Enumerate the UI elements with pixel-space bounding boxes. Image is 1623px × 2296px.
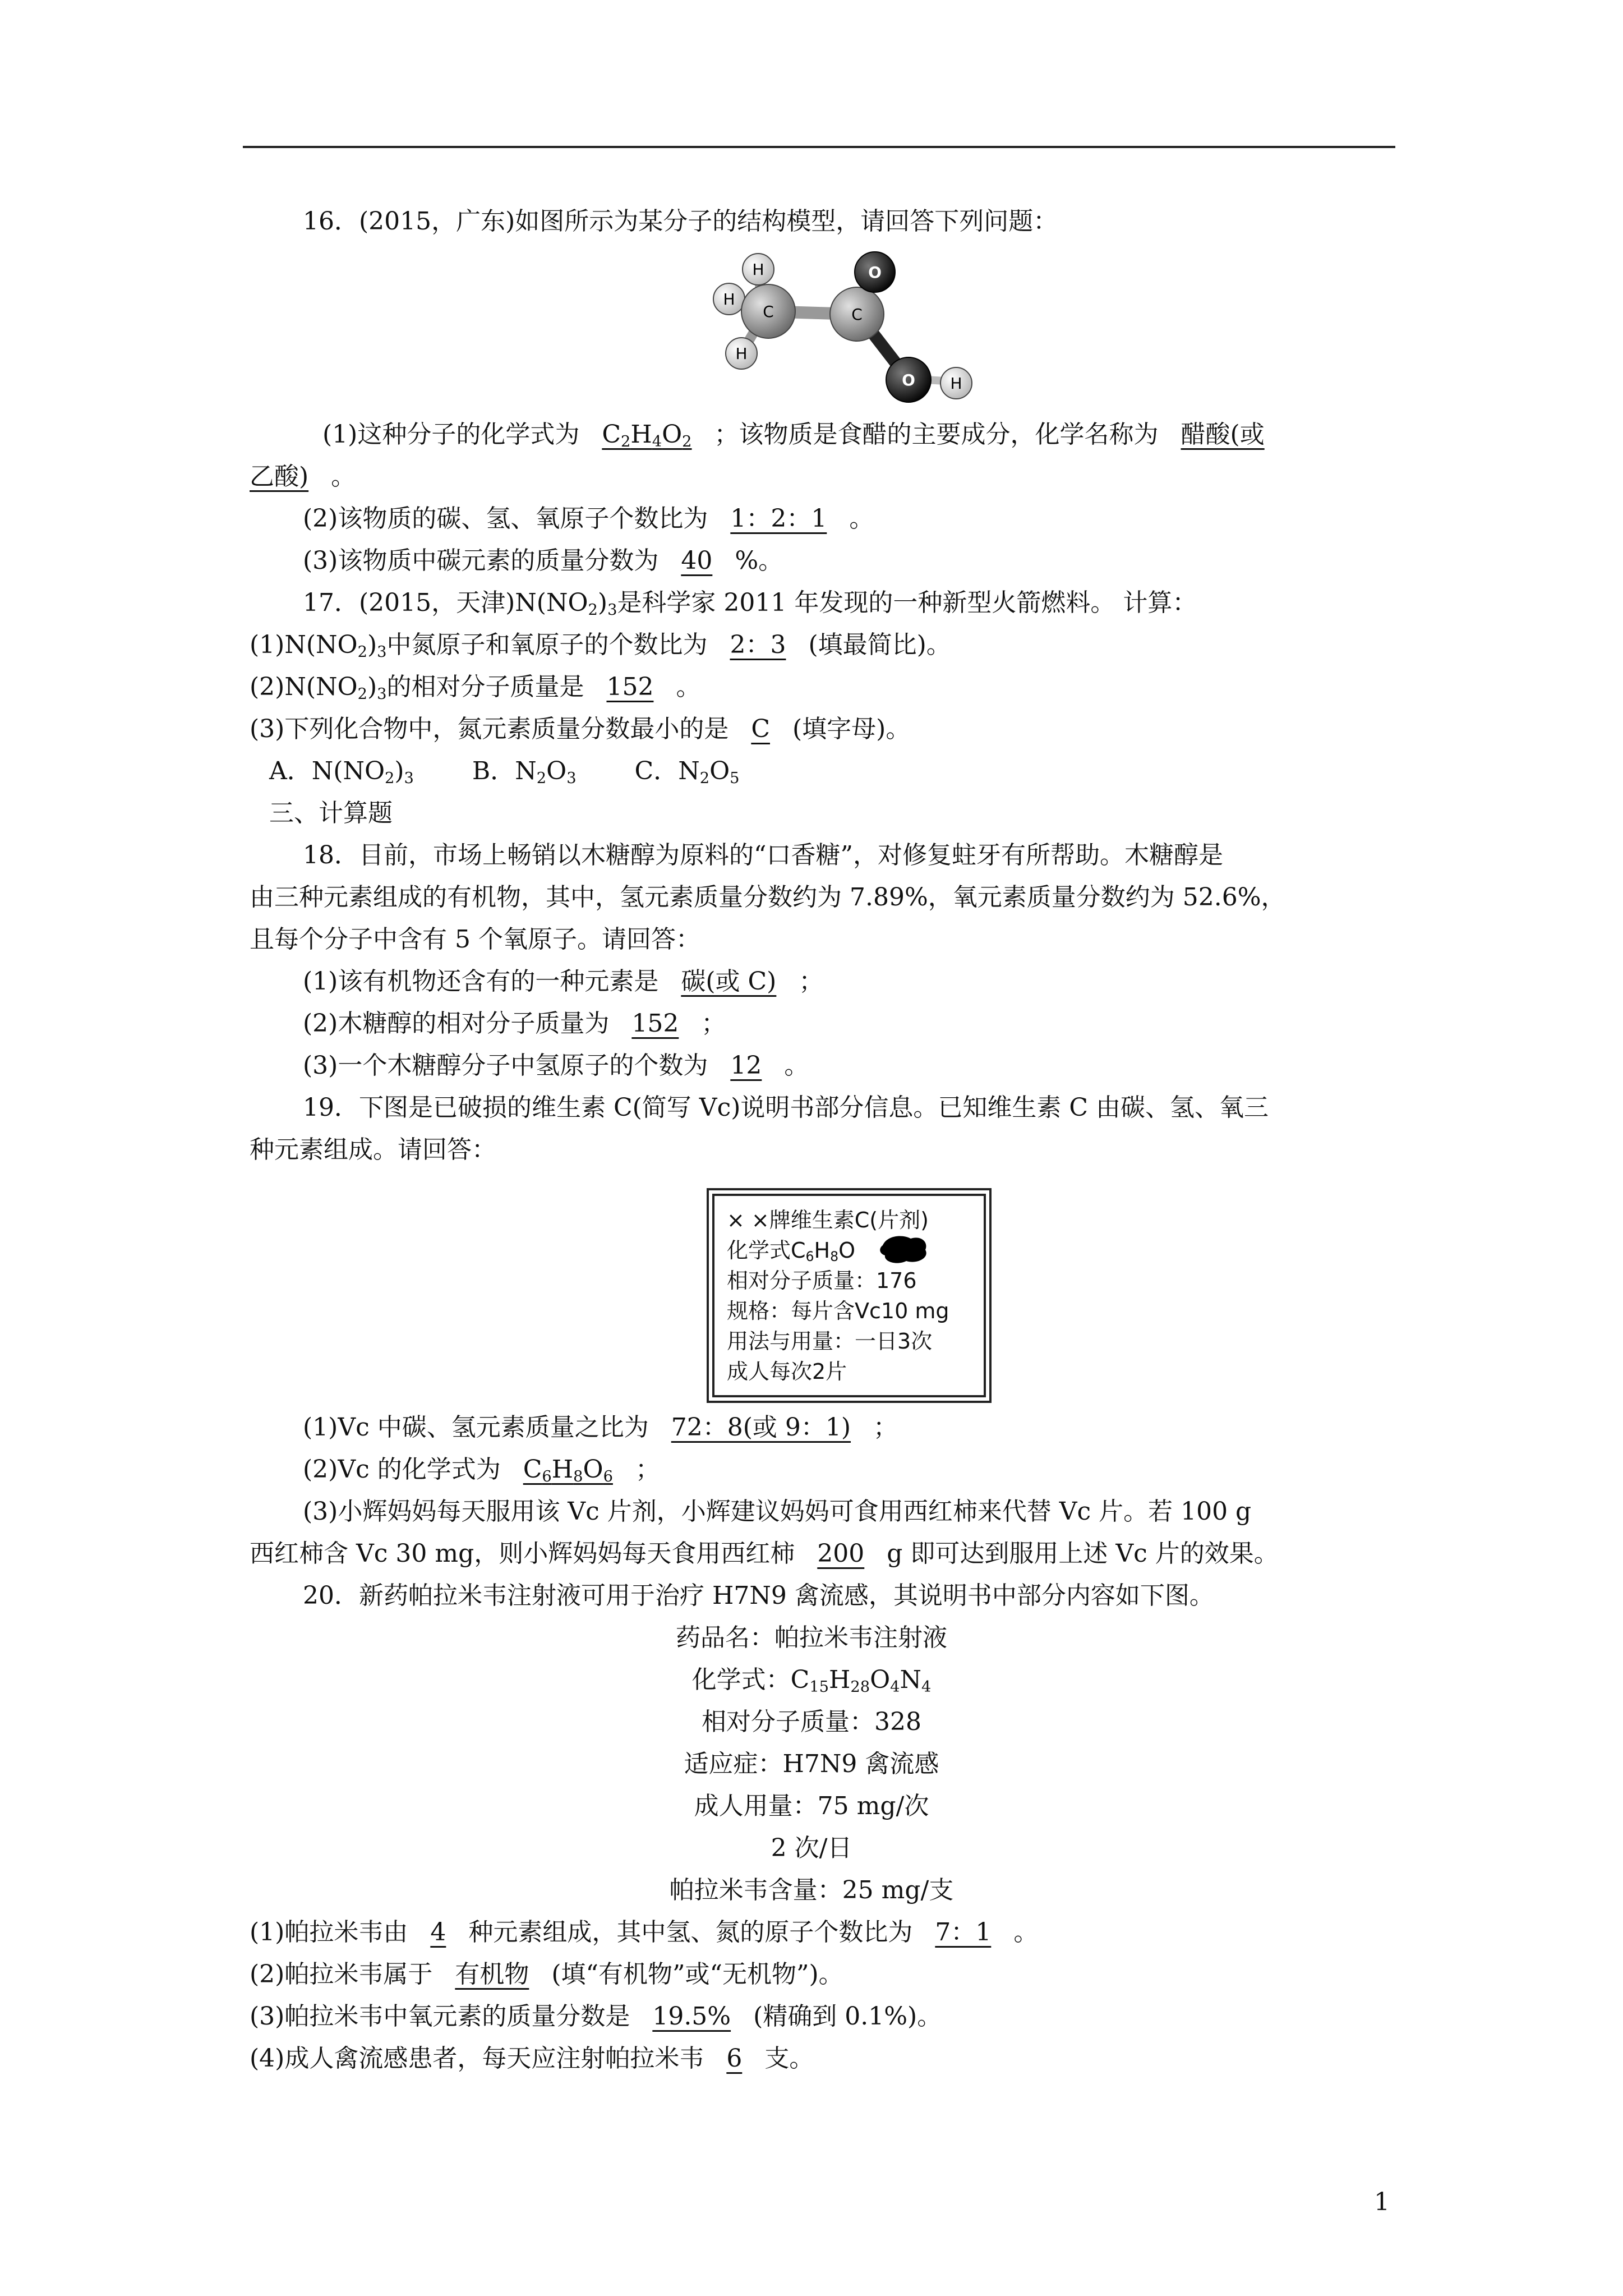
vitamin-c-label xyxy=(712,1194,986,1397)
drug-info-content: 帕拉米韦含量：25 mg/支 xyxy=(669,1876,954,1904)
answer: 2：3 xyxy=(730,631,786,659)
answer: 7：1 xyxy=(935,1918,992,1947)
q17-part1: $(1)N(NO_2)_3$中氮原子和氧原子的个数比为 2：3 (填最简比)。 xyxy=(250,631,951,661)
answer: 72：8(或 9：1) xyxy=(671,1413,851,1442)
atom-label: O xyxy=(868,263,882,282)
q19-part2: (2)Vc 的化学式为 $C_6H_8O_6$ ； xyxy=(303,1455,660,1485)
answer: 19.5% xyxy=(652,2002,731,2031)
answer: 152 xyxy=(606,673,654,701)
drug-info-dosage: 成人用量：75 mg/次 xyxy=(694,1792,929,1820)
atom-label: O xyxy=(902,371,915,389)
damage-blot-icon xyxy=(877,1234,930,1265)
q18-part3: (3)一个木糖醇分子中氢原子的个数为 12 。 xyxy=(303,1051,809,1080)
answer: 6 xyxy=(726,2044,743,2073)
q20-part1: (1)帕拉米韦由 4 种元素组成，其中氢、氮的原子个数比为 7：1 。 xyxy=(250,1918,1039,1947)
answer: 12 xyxy=(730,1051,762,1080)
answer: 4 xyxy=(430,1918,446,1947)
q16-part1-line2: 乙酸) 。 xyxy=(250,462,356,491)
drug-info-name: 药品名：帕拉米韦注射液 xyxy=(676,1623,947,1652)
atom-label: H xyxy=(723,290,735,309)
answer: 152 xyxy=(631,1009,679,1038)
label-line: 用法与用量：一日3次 xyxy=(727,1329,933,1354)
label-line: 成人每次2片 xyxy=(727,1359,847,1384)
drug-info-mass: 相对分子质量：328 xyxy=(702,1708,921,1736)
atom-label: C xyxy=(763,302,774,321)
q17-stem: 17．(2015，天津)$N(NO_2)_3$是科学家 2011 年发现的一种新型火箭燃料。 计算： xyxy=(303,588,1197,619)
q16-part3: (3)该物质中碳元素的质量分数为 40 %。 xyxy=(303,546,783,575)
label-line: × ×牌维生素C(片剂) xyxy=(727,1208,929,1232)
q19-line1: 19．下图是已破损的维生素 C(简写 Vc)说明书部分信息。已知维生素 C 由碳、氢、氧三 xyxy=(303,1093,1269,1122)
q18-line1: 18．目前，市场上畅销以木糖醇为原料的“口香糖”，对修复蛀牙有所帮助。木糖醇是 xyxy=(303,841,1223,869)
label-line: 相对分子质量：176 xyxy=(727,1268,917,1293)
q18-line2: 由三种元素组成的有机物，其中，氢元素质量分数约为 7.89%，氧元素质量分数约为 52.6%， xyxy=(250,883,1286,912)
answer: 有机物 xyxy=(455,1960,529,1989)
q16-part1-line1: (1)这种分子的化学式为 $C_2H_4O_2$ ；该物质是食醋的主要成分，化学名称为 醋酸(或 xyxy=(322,420,1265,450)
answer: 200 xyxy=(817,1539,865,1568)
answer: 1：2：1 xyxy=(730,504,827,533)
q17-part2: $(2)N(NO_2)_3$的相对分子质量是 152 。 xyxy=(250,673,701,703)
q17-options xyxy=(269,752,740,791)
drug-info-indication: 适应症：H7N9 禽流感 xyxy=(684,1750,939,1778)
label-line: 规格：每片含Vc10 mg xyxy=(727,1299,949,1323)
q17-part3: (3)下列化合物中，氮元素质量分数最小的是 C (填字母)。 xyxy=(250,715,911,743)
page-number: 1 xyxy=(1374,2188,1390,2216)
drug-info-formula: 化学式：$C_{15}H_{28}O_4N_4$ xyxy=(691,1665,932,1696)
label-formula: 化学式$C_6H_8O$ xyxy=(727,1236,855,1264)
q19-part3-line2: 西红柿含 Vc 30 mg，则小辉妈妈每天食用西红柿 200 g 即可达到服用上述 Vc 片的效果。 xyxy=(250,1539,1279,1568)
answer-formula: $C_6H_8O_6$ xyxy=(523,1455,613,1485)
atom-label: H xyxy=(752,260,764,279)
molecule-model-image xyxy=(707,250,998,409)
q18-part2: (2)木糖醇的相对分子质量为 152 ； xyxy=(303,1009,726,1038)
answer-name-cont: 乙酸) xyxy=(250,462,309,491)
q19-part3-line1: (3)小辉妈妈每天服用该 Vc 片剂，小辉建议妈妈可食用西红柿来代替 Vc 片。若 100 g xyxy=(303,1497,1252,1526)
q19-part1: (1)Vc 中碳、氢元素质量之比为 72：8(或 9：1) ； xyxy=(303,1413,898,1442)
atom-label: C xyxy=(851,305,863,324)
drug-info-frequency: 2 次/日 xyxy=(771,1834,852,1862)
q18-part1: (1)该有机物还含有的一种元素是 碳(或 C) ； xyxy=(303,967,824,996)
q20-stem: 20．新药帕拉米韦注射液可用于治疗 H7N9 禽流感，其说明书中部分内容如下图。 xyxy=(303,1581,1214,1610)
section-heading: 三、计算题 xyxy=(269,799,393,827)
header-rule xyxy=(243,146,1395,148)
answer-formula: $C_2H_4O_2$ xyxy=(602,420,692,450)
q16-part2: (2)该物质的碳、氢、氧原子个数比为 1：2：1 。 xyxy=(303,504,874,533)
q20-part2: (2)帕拉米韦属于 有机物 (填“有机物”或“无机物”)。 xyxy=(250,1960,843,1989)
option-b: B．$N_2O_3$ xyxy=(472,757,577,787)
option-a: A．$N(NO_2)_3$ xyxy=(269,757,414,787)
option-c: C．$N_2O_5$ xyxy=(634,757,740,787)
q18-line3: 且每个分子中含有 5 个氧原子。请回答： xyxy=(250,925,700,954)
q19-line2: 种元素组成。请回答： xyxy=(250,1135,496,1164)
q20-part3: (3)帕拉米韦中氧元素的质量分数是 19.5% (精确到 0.1%)。 xyxy=(250,2002,942,2031)
answer: C xyxy=(751,715,770,743)
q20-part4: (4)成人禽流感患者，每天应注射帕拉米韦 6 支。 xyxy=(250,2044,814,2073)
atom-label: H xyxy=(735,344,748,363)
answer-name: 醋酸(或 xyxy=(1181,420,1265,449)
answer: 碳(或 C) xyxy=(681,967,777,996)
answer: 40 xyxy=(681,546,713,575)
atom-label: H xyxy=(950,374,962,393)
q16-stem: 16．(2015，广东)如图所示为某分子的结构模型，请回答下列问题： xyxy=(303,207,1058,236)
